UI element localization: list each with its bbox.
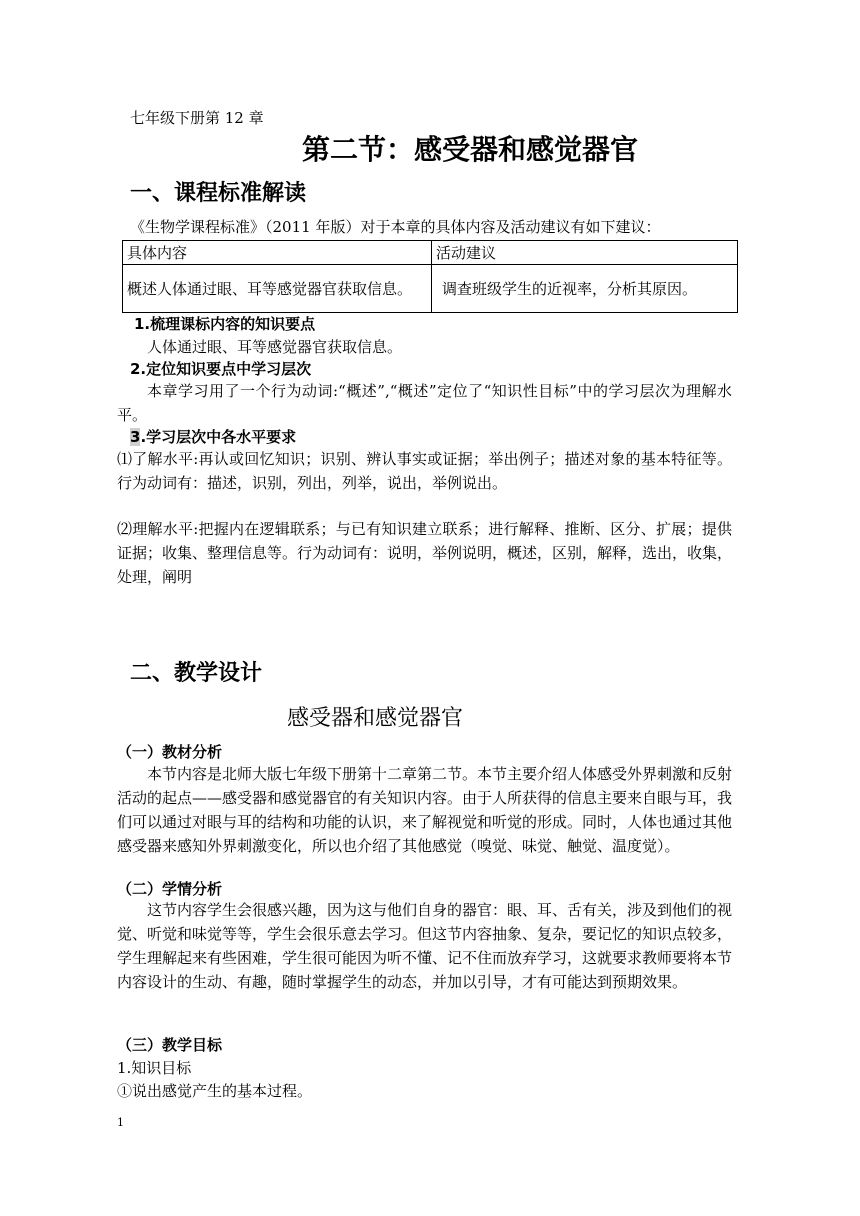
page-title: 第二节：感受器和感觉器官 bbox=[302, 133, 639, 166]
chapter-label: 七年级下册第 12 章 bbox=[130, 109, 264, 127]
item2-heading: 2.定位知识要点中学习层次 bbox=[130, 360, 312, 378]
part1-text: 本节内容是北师大版七年级下册第十二章第二节。本节主要介绍人体感受外界刺激和反射活动的起点——感受器和感觉器官的有关知识内容。由于人所获得的信息主要来自眼与耳，我们可以通过对眼与耳的结构和功能的认识，来了解视觉和听觉的形成。同时，人体也通过其他感受器来感知外界刺激变化，所以也介绍了其他感觉（嗅觉、味觉、触觉、温度觉）。 bbox=[117, 765, 733, 855]
design-subtitle: 感受器和感觉器官 bbox=[287, 706, 464, 731]
item1-heading: 1.梳理课标内容的知识要点 bbox=[134, 315, 316, 333]
section2-heading: 二、教学设计 bbox=[130, 661, 263, 686]
section1-heading: 一、课程标准解读 bbox=[130, 181, 307, 206]
level2-text: ⑵理解水平:把握内在逻辑联系；与已有知识建立联系；进行解释、推断、区分、扩展；提供证据；收集、整理信息等。行为动词有：说明，举例说明，概述，区别，解释，选出，收集，处理，阐明 bbox=[117, 520, 733, 586]
item3-heading bbox=[130, 425, 296, 449]
table-header-activity: 活动建议 bbox=[432, 241, 738, 265]
knowledge-goal-1: ①说出感觉产生的基本过程。 bbox=[117, 1082, 313, 1100]
part1-heading: （一）教材分析 bbox=[117, 743, 223, 761]
table-cell-activity: 调查班级学生的近视率，分析其原因。 bbox=[432, 265, 738, 313]
table-cell-content: 概述人体通过眼、耳等感觉器官获取信息。 bbox=[123, 265, 432, 313]
level1-text: ⑴了解水平:再认或回忆知识；识别、辨认事实或证据；举出例子；描述对象的基本特征等。行为动词有：描述，识别，列出，列举，说出，举例说出。 bbox=[117, 450, 732, 492]
part2-heading: （二）学情分析 bbox=[117, 880, 223, 898]
table-header-content: 具体内容 bbox=[123, 241, 432, 265]
item1-text: 人体通过眼、耳等感觉器官获取信息。 bbox=[147, 338, 403, 356]
part2-text: 这节内容学生会很感兴趣，因为这与他们自身的器官：眼、耳、舌有关，涉及到他们的视觉、听觉和味觉等等，学生会很乐意去学习。但这节内容抽象、复杂，要记忆的知识点较多，学生理解起来有些困难，学生很可能因为听不懂、记不住而放弃学习，这就要求教师要将本节内容设计的生动、有趣，随时掌握学生的动态，并加以引导，才有可能达到预期效果。 bbox=[117, 901, 733, 991]
knowledge-goal-heading: 1.知识目标 bbox=[117, 1059, 192, 1077]
item2-text: 本章学习用了一个行为动词:“概述”,“概述”定位了“知识性目标”中的学习层次为理解水平。 bbox=[117, 382, 732, 424]
part3-heading: （三）教学目标 bbox=[117, 1036, 223, 1054]
curriculum-table bbox=[122, 240, 738, 313]
page-number: 1 bbox=[117, 1116, 124, 1129]
item3-heading-text: .学习层次中各水平要求 bbox=[140, 428, 297, 446]
item3-number: 3 bbox=[130, 428, 141, 446]
section1-intro: 《生物学课程标准》（2011 年版）对于本章的具体内容及活动建议有如下建议： bbox=[130, 218, 661, 236]
